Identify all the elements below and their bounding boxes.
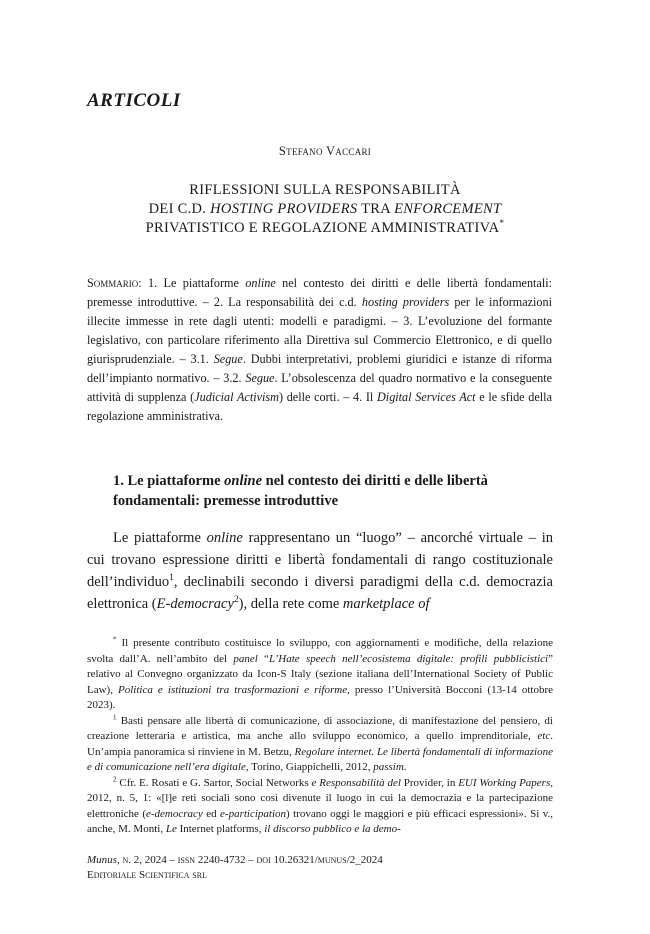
footnote-text: ed — [202, 807, 221, 820]
footnote-italic: e-democracy — [146, 807, 203, 820]
summary-text: ) delle corti. – 4. Il — [278, 390, 377, 404]
footnote-text: . Un’ampia panoramica si rinviene in M. Betzu, — [87, 730, 553, 758]
summary-italic: Digital Services Act — [377, 390, 476, 404]
footnote-italic: passim — [373, 761, 404, 773]
footnote-italic: L’Hate speech nell’ecosistema digitale: profili pubblicistici — [268, 652, 549, 665]
footnote-text: ) trovano oggi le maggiori e più efficaci espressioni». Si v., anche, M. Monti, — [87, 807, 553, 835]
title-line-3 — [60, 219, 590, 238]
footnote-1 — [87, 714, 553, 776]
footnote-2 — [87, 776, 553, 838]
title-italic: ENFORCEMENT — [394, 201, 502, 217]
footnote-star — [87, 636, 553, 714]
summary-text: . L’obsolescenza del quadro normativo e la conseguente attività di supplenza ( — [87, 371, 552, 404]
footnote-text: “ — [257, 652, 269, 665]
footnote-text: Cfr. E. Rosati e G. Sartor, Social Networks — [116, 776, 312, 789]
footnote-text: , 2012, n. 5, 1: «[l]e reti sociali sono così divenute il luogo in cui la democrazia e la partecipazione elettroniche ( — [87, 776, 553, 820]
title-text: DEI C.D. — [148, 201, 211, 217]
footnote-italic: etc — [537, 730, 551, 742]
body-text: rappresentano un “luogo” – ancorché virtuale – in cui trovano espressione diritti e libertà fondamentali di rango costituzionale dell’individuo — [87, 530, 553, 590]
footnote-text: , presso l’Università Bocconi (13-14 ottobre 2023). — [87, 683, 553, 711]
publisher-name: Editoriale Scientifica srl — [87, 869, 207, 881]
body-italic: online — [206, 530, 243, 546]
footnote-text: Basti pensare alle libertà di comunicazione, di associazione, di manifestazione del pensiero, di creazione letteraria e artistica, ma anche allo sviluppo economico, a quello imprenditoriale, — [87, 714, 553, 742]
summary-italic: online — [245, 276, 276, 290]
footnotes — [87, 636, 553, 838]
footnote-ref[interactable]: 1 — [169, 573, 174, 584]
body-italic: marketplace of — [342, 596, 430, 612]
footnote-text: , Torino, Giappichelli, 2012, — [245, 761, 374, 773]
title-text: TRA — [357, 201, 395, 217]
citation-line — [87, 853, 553, 868]
body-italic: E-democracy — [156, 596, 234, 612]
author-name: Stefano Vaccari — [278, 144, 372, 158]
title-footnote-mark: * — [499, 219, 505, 230]
footnote-mark: * — [113, 635, 117, 644]
summary-text: e le sfide della regolazione amministrativa. — [87, 390, 552, 423]
section-label: ARTICOLI — [87, 90, 181, 111]
footnote-text: Provider, in — [400, 776, 459, 789]
summary-label: Sommario: — [87, 276, 142, 290]
journal-name: Munus — [87, 854, 117, 866]
title-text: PRIVATISTICO E REGOLAZIONE AMMINISTRATIVA — [145, 220, 500, 236]
heading-text: 1. Le piattaforme — [113, 473, 225, 489]
summary-text: . Dubbi interpretativi, problemi giuridici e istanze di riforma dell’impianto normativo. – 3.2. — [87, 352, 552, 385]
body-paragraph — [87, 527, 553, 615]
summary-italic: Segue — [245, 371, 275, 385]
summary-text: per le informazioni illecite immesse in rete dagli utenti: modelli e paradigmi. – 3. L’evoluzione del formante legislativo, con particolare riferimento alla Direttiva sul Commercio Elettronico, e di quello giurisprudenziale. – 3.1. — [87, 295, 553, 366]
footnote-italic: Regolare internet. Le libertà fondamentali di informazione e di comunicazione nell’era digitale — [87, 745, 553, 773]
article-title — [60, 181, 590, 238]
footnote-italic: Le — [165, 823, 177, 835]
summary-italic: Segue — [213, 352, 243, 366]
section-heading — [113, 471, 553, 511]
footnote-mark: 1 — [113, 712, 117, 721]
footnote-italic: Politica e istituzioni tra trasformazioni e riforme — [118, 683, 348, 696]
body-text: , declinabili secondo i diversi paradigmi della c.d. democrazia elettronica ( — [87, 574, 553, 612]
summary-text: nel contesto dei diritti e delle libertà fondamentali: premesse introduttive. – 2. La responsabilità dei c.d. — [87, 276, 553, 309]
footnote-text: ” relativo al Convegno organizzato da Icon-S Italy (sezione italiana dell’International Society of Public Law), — [87, 652, 553, 696]
footnote-italic: EUI Working Papers — [458, 776, 551, 789]
footnote-italic: e-participation — [220, 807, 287, 820]
footnote-italic: panel — [233, 652, 258, 665]
summary-text: 1. Le piattaforme — [141, 276, 246, 290]
summary-italic: Judicial Activism — [194, 390, 279, 404]
footnote-text: Internet platforms, — [176, 823, 265, 835]
title-line-1: RIFLESSIONI SULLA RESPONSABILITÀ — [189, 182, 461, 198]
heading-text: nel contesto dei diritti e delle libertà fondamentali: premesse introduttive — [113, 473, 488, 509]
footnote-italic: e Responsabilità del — [311, 776, 401, 789]
article-summary — [87, 274, 552, 426]
page-footer — [87, 853, 553, 883]
footnote-mark: 2 — [113, 774, 117, 783]
title-italic: HOSTING PROVIDERS — [210, 201, 358, 217]
summary-italic: hosting providers — [361, 295, 450, 309]
footnote-italic: il discorso pubblico e la demo- — [264, 823, 401, 835]
footnote-ref[interactable]: 2 — [233, 595, 239, 606]
body-text: ), della rete come — [238, 596, 343, 612]
citation-details: , n. 2, 2024 – issn 2240-4732 – doi 10.26321/munus/2_2024 — [116, 854, 383, 866]
heading-italic: online — [224, 473, 263, 489]
body-text: Le piattaforme — [113, 530, 207, 546]
footnote-text: . — [403, 761, 407, 773]
footnote-text: Il presente contributo costituisce lo sviluppo, con aggiornamenti e modifiche, della relazione svolta dall’A. nell’ambito del — [87, 637, 553, 665]
title-line-2 — [60, 200, 590, 219]
